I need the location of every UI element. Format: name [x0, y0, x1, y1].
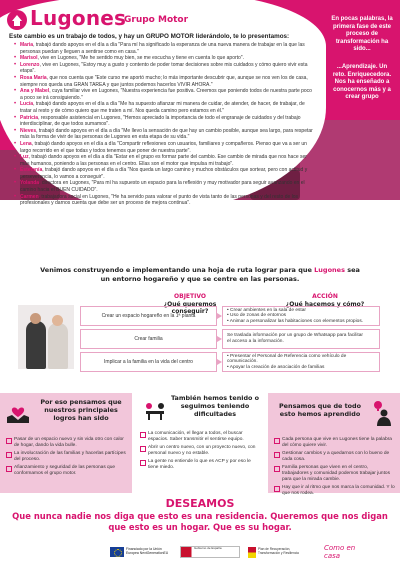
- list-item: La comunicación, el llegar a todos, el buscar espacios. Saber transmitir el sentirse equipo.: [140, 431, 262, 443]
- summary-columns: [0, 393, 400, 496]
- page-title: Lugones: [30, 6, 127, 30]
- page-subtitle: Grupo Motor: [124, 15, 189, 25]
- list-item: • Lucía, trabajó dando apoyos en el día a día "Me ha supuesto afianzar mi manera de cuidar, de atender, de hacer, de trabajar, de tratar al resto y de cómo quiero que me traten a mí. Nos queda camino pero estamos en él.": [14, 101, 314, 114]
- objective-cell: Crear familia: [80, 329, 217, 349]
- list-item: Cada persona que vive en Lugones tiene la palabra del cómo quiere vivir.: [274, 437, 396, 449]
- como-en-casa-logo: Como en casa: [324, 544, 356, 560]
- list-item: Familia personas que viven en el centro, trabajadores y comunidad podemos trabajar juntos para que la mirada cambie.: [274, 465, 396, 483]
- eu-logo: Financiado por la Unión Europea NextGenerationEU: [110, 544, 174, 560]
- difficulties-list: [140, 431, 262, 473]
- quote-list: [14, 42, 314, 207]
- objective-heading: OBJETIVO ¿Qué queremos conseguir?: [163, 293, 217, 315]
- column-title: Pensamos que de todo esto hemos aprendido: [279, 402, 361, 418]
- sponsor-logos: [110, 544, 370, 560]
- list-item: • Luz, trabajó dando apoyos en el día a día "Estar en el grupo es formar parte del cambio. Ese cambio de mirada que nos hace ser más humanos, poniendo a las personas en el centro. Ellas son el motor que impulsa mi trabajo".: [14, 154, 314, 167]
- list-item: Pasar de un espacio nuevo y sin vida otro con calor de hogar, dando la vida bulle.: [6, 437, 128, 449]
- column-title: También hemos tenido o seguimos teniendo dificultades: [170, 394, 260, 418]
- learnings-list: [274, 437, 396, 499]
- list-item: • Maria, trabajó dando apoyos en el día a día "Para mí ha significado la esperanza de una nueva manera de trabajar en la que las personas puedan y lleguen a sentirse como en casa.": [14, 42, 314, 55]
- list-item: • Estefanía, trabajó dando apoyos en el día a día "Nos queda un largo camino y muchos obstáculos que sortear, pero con actitud y perseverancia, lo vamos a conseguir".: [14, 167, 314, 180]
- desire-title: DESEAMOS: [165, 497, 235, 510]
- idea-person-icon: [368, 399, 396, 427]
- table-row: [80, 352, 380, 372]
- list-item: Gestionar cambios y a quedarnos con lo bueno de cada cosa.: [274, 451, 396, 463]
- list-item: • Lorenzo, vive en Lugones, "Estoy muy a gusto y contento de poder tomar decisiones sobre mis cuidados y cómo quiero vivir esta etapa".: [14, 62, 314, 75]
- list-item: • Marisol, vive en Lugones, "Me he sentido muy bien, se me escucha y tiene en cuenta lo que aporto".: [14, 55, 314, 62]
- list-item: Abrir un centro nuevo, con un proyecto nuevo, con personal nuevo y no estable.: [140, 445, 262, 457]
- difficulties-panel: [136, 393, 264, 493]
- action-heading: ACCIÓN ¿Qué hacemos y cómo?: [285, 293, 365, 308]
- lugones-logo-icon: [6, 9, 28, 31]
- column-title: Por eso pensamos que nuestros principales logros han sido: [40, 398, 122, 422]
- hands-heart-icon: [4, 399, 32, 427]
- list-item: • Nieves, trabajó dando apoyos en el día a día "Me llevo la sensación de que hay un cambio posible, aunque sea largo, para respetar más la forma de vivir de las personas de Lugones en esta etapa de su vida.": [14, 128, 314, 141]
- roadmap-table: [80, 306, 380, 372]
- eu-flag-icon: [110, 547, 124, 557]
- list-item: La gente no entiende lo que es ACP y por eso le tiene miedo.: [140, 459, 262, 471]
- header-banner: [0, 0, 400, 207]
- learnings-panel: [268, 393, 400, 496]
- action-cell: Se traslada información por un grupo de Whatsapp para facilitar el acceso a la información.: [222, 329, 380, 349]
- recovery-plan-logo: Plan de Recuperación, Transformación y Resiliencia: [248, 544, 304, 560]
- meeting-icon: [142, 397, 168, 423]
- list-item: La involucración de las familias y hacerlas partícipes del proceso.: [6, 451, 128, 463]
- roadmap-title: Venimos construyendo e implementando una hoja de ruta lograr para que Lugones sea un entorno hogareño y que se centre en las personas.: [40, 266, 360, 283]
- gov-logo: Gobierno de España: [180, 544, 240, 560]
- objective-cell: Crear un espacio hogareño en la 1ª planta: [80, 306, 217, 326]
- recovery-plan-icon: [248, 547, 256, 558]
- action-cell: • Crear ambientes en la sala de estar • Uso de zonas de entornos • Animar a personalizar las habitaciones con elementos propios.: [222, 306, 380, 326]
- list-item: • Ana y Mabel, cuya familiar vive en Lugones, "Nuestra experiencia fue positiva. Creemos que poniendo todos de nuestra parte poco a poco se irá consiguiendo.": [14, 88, 314, 101]
- list-item: Hay que ir al ritmo que nos marca la comunidad. Y lo que nos rodea.: [274, 485, 396, 497]
- list-item: • Carmen, trabajadora social en Lugones, "He ha servido para valorar el punto de vista tanto de las personas y del resto de los profesionales y darnos cuenta que debe ser un proceso de mejora continua".: [14, 194, 314, 207]
- side-summary: En pocas palabras, la primera fase de este proceso de transformación ha sido... ...Aprendizaje. Un reto. Enriquecedora. Nos ha enseñado a conocernos más y a crear grupo: [331, 16, 393, 101]
- achievements-panel: [0, 393, 132, 493]
- list-item: • Lena, trabajó dando apoyos en el día a día "Compartir reflexiones con usuarios, familiares y compañeros. Pienso que va a ser un largo recorrido en el que todas y todos tenemos que poner de nuestra parte".: [14, 141, 314, 154]
- table-row: [80, 306, 380, 326]
- list-item: • Patricia, responsable asistencial en Lugones, "Hemos apreciado la importancia de todo el engranaje de cuidados y del trabajo interdisciplinar, de que todos sumamos".: [14, 115, 314, 128]
- list-item: • Rosa María, que nos cuenta que "Este curso me aportó mucho; lo más importante descubrir que, aunque se nos ven los de casa, siempre nos queda una GRAN TAREA y que juntos podemos hacerlos VIVIR AHORA.": [14, 75, 314, 88]
- objective-cell: Implicar a la familia en la vida del centro: [80, 352, 217, 372]
- list-item: • Yolanda, directora en Lugones, "Para mí ha supuesto un espacio para la reflexión y muy motivador para seguir avanzando en el camino hacia el BUEN CUIDADO".: [14, 180, 314, 193]
- table-row: [80, 329, 380, 349]
- intro-text: Este cambio es un trabajo de todos, y hay un GRUPO MOTOR liderándolo, te lo presentamos:: [9, 33, 290, 40]
- list-item: Afianzamiento y seguridad de las personas que conformamos el grupo motor.: [6, 465, 128, 477]
- team-photo: [18, 305, 74, 369]
- achievements-list: [6, 437, 128, 479]
- closing-statement: Que nunca nadie nos diga que esto es una residencia. Queremos que nos digan que esto es un hogar. Que es su hogar.: [12, 511, 388, 532]
- action-cell: • Presentar el Personal de Referencia como vehículo de comunicación. • Apoyar la creación de asociación de familias: [222, 352, 380, 372]
